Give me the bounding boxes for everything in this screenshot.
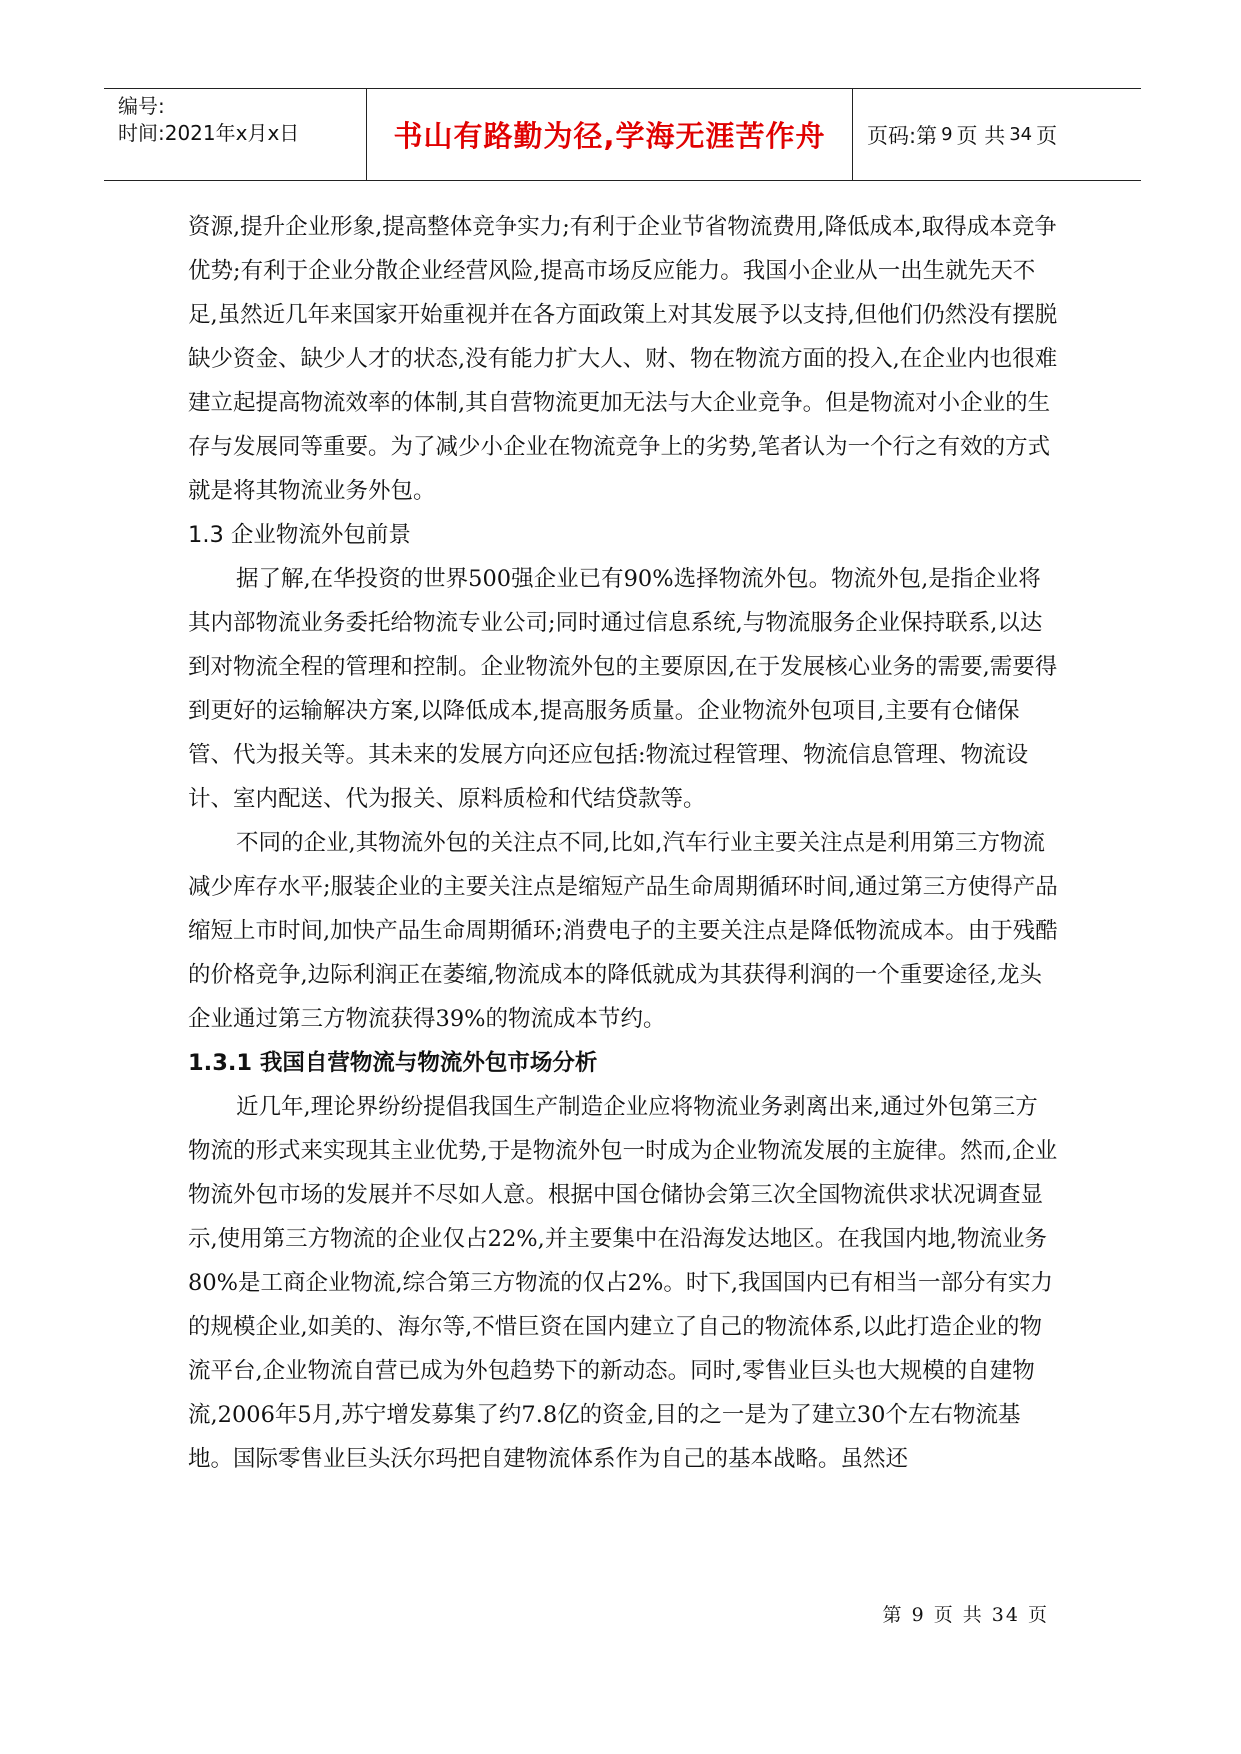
document-body xyxy=(188,205,1058,1481)
header-meta xyxy=(104,89,367,180)
page-number: 9 xyxy=(941,124,953,145)
page-footer: 第 9 页 共 34 页 xyxy=(882,1604,1049,1626)
motto: 书山有路勤为径,学海无涯苦作舟 xyxy=(367,89,853,180)
page-label: 页码:第 xyxy=(867,123,938,148)
paragraph-1: 资源,提升企业形象,提高整体竞争实力;有利于企业节省物流费用,降低成本,取得成本竞争优势;有利于企业分散企业经营风险,提高市场反应能力。我国小企业从一出生就先天不足,虽然近几年来国家开始重视并在各方面政策上对其发展予以支持,但他们仍然没有摆脱缺少资金、缺少人才的状态,没有能力扩大人、财、物在物流方面的投入,在企业内也很难建立起提高物流效率的体制,其自营物流更加无法与大企业竞争。但是物流对小企业的生存与发展同等重要。为了减少小企业在物流竞争上的劣势,笔者认为一个行之有效的方式就是将其物流业务外包。 xyxy=(188,214,1058,504)
time-text: 时间:2021年x月x日 xyxy=(118,121,300,145)
page-indicator xyxy=(853,89,1141,180)
page-header xyxy=(104,88,1141,181)
paragraph-3: 不同的企业,其物流外包的关注点不同,比如,汽车行业主要关注点是利用第三方物流减少库存水平;服装企业的主要关注点是缩短产品生命周期循环时间,通过第三方使得产品缩短上市时间,加快产品生命周期循环;消费电子的主要关注点是降低物流成本。由于残酷的价格竞争,边际利润正在萎缩,物流成本的降低就成为其获得利润的一个重要途径,龙头企业通过第三方物流获得39%的物流成本节约。 xyxy=(188,830,1058,1032)
paragraph-4: 近几年,理论界纷纷提倡我国生产制造企业应将物流业务剥离出来,通过外包第三方物流的形式来实现其主业优势,于是物流外包一时成为企业物流发展的主旋律。然而,企业物流外包市场的发展并不尽如人意。根据中国仓储协会第三次全国物流供求状况调查显示,使用第三方物流的企业仅占22%,并主要集中在沿海发达地区。在我国内地,物流业务80%是工商企业物流,综合第三方物流的仅占2%。时下,我国国内已有相当一部分有实力的规模企业,如美的、海尔等,不惜巨资在国内建立了自己的物流体系,以此打造企业的物流平台,企业物流自营已成为外包趋势下的新动态。同时,零售业巨头也大规模的自建物流,2006年5月,苏宁增发募集了约7.8亿的资金,目的之一是为了建立30个左右物流基地。国际零售业巨头沃尔玛把自建物流体系作为自己的基本战略。虽然还 xyxy=(188,1094,1058,1472)
section-heading-1-3-1: 1.3.1 我国自营物流与物流外包市场分析 xyxy=(188,1050,598,1076)
section-heading-1-3: 1.3 企业物流外包前景 xyxy=(188,522,411,548)
number-label: 编号: xyxy=(118,94,165,118)
page-mid: 页 共 xyxy=(956,123,1006,148)
page-total: 34 xyxy=(1009,124,1033,145)
page-end: 页 xyxy=(1036,123,1058,148)
paragraph-2: 据了解,在华投资的世界500强企业已有90%选择物流外包。物流外包,是指企业将其内部物流业务委托给物流专业公司;同时通过信息系统,与物流服务企业保持联系,以达到对物流全程的管理和控制。企业物流外包的主要原因,在于发展核心业务的需要,需要得到更好的运输解决方案,以降低成本,提高服务质量。企业物流外包项目,主要有仓储保管、代为报关等。其未来的发展方向还应包括:物流过程管理、物流信息管理、物流设计、室内配送、代为报关、原料质检和代结贷款等。 xyxy=(188,566,1058,812)
